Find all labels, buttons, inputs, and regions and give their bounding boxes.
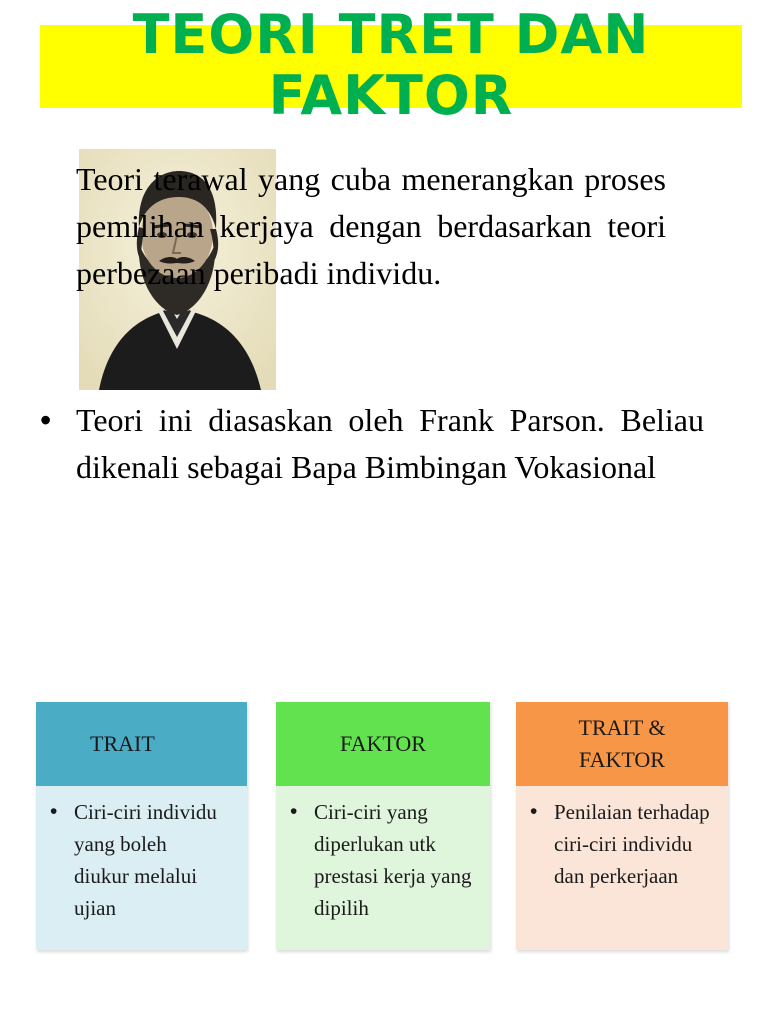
faktor-box xyxy=(276,702,490,950)
title-line-1: TEORI TRET DAN xyxy=(132,3,650,66)
faktor-box-text: Ciri-ciri yang diperlukan utk prestasi kerja yang dipilih xyxy=(314,800,472,920)
slide-title xyxy=(40,4,742,126)
faktor-box-heading: FAKTOR xyxy=(276,702,490,786)
trait-box xyxy=(36,702,247,950)
intro-paragraph: Teori terawal yang cuba menerangkan proses pemilihan kerjaya dengan berdasarkan teori perbezaan peribadi individu. xyxy=(76,161,666,291)
trait-faktor-bullet-marker: • xyxy=(530,800,538,823)
trait-faktor-box xyxy=(516,702,728,950)
trait-box-heading: TRAIT xyxy=(36,702,247,786)
trait-bullet-marker: • xyxy=(50,800,58,823)
faktor-box-body xyxy=(276,786,490,950)
faktor-bullet-marker: • xyxy=(290,800,298,823)
trait-box-text: Ciri-ciri individu yang boleh diukur melalui ujian xyxy=(74,800,217,920)
bullet-marker: • xyxy=(40,402,52,438)
trait-faktor-box-text: Penilaian terhadap ciri-ciri individu dan perkerjaan xyxy=(554,800,710,888)
trait-faktor-box-heading: TRAIT & FAKTOR xyxy=(516,702,728,786)
title-line-2: FAKTOR xyxy=(268,64,514,127)
trait-box-body xyxy=(36,786,247,950)
bullet-text: Teori ini diasaskan oleh Frank Parson. Beliau dikenali sebagai Bapa Bimbingan Vokasional xyxy=(76,402,704,485)
trait-faktor-box-body xyxy=(516,786,728,950)
